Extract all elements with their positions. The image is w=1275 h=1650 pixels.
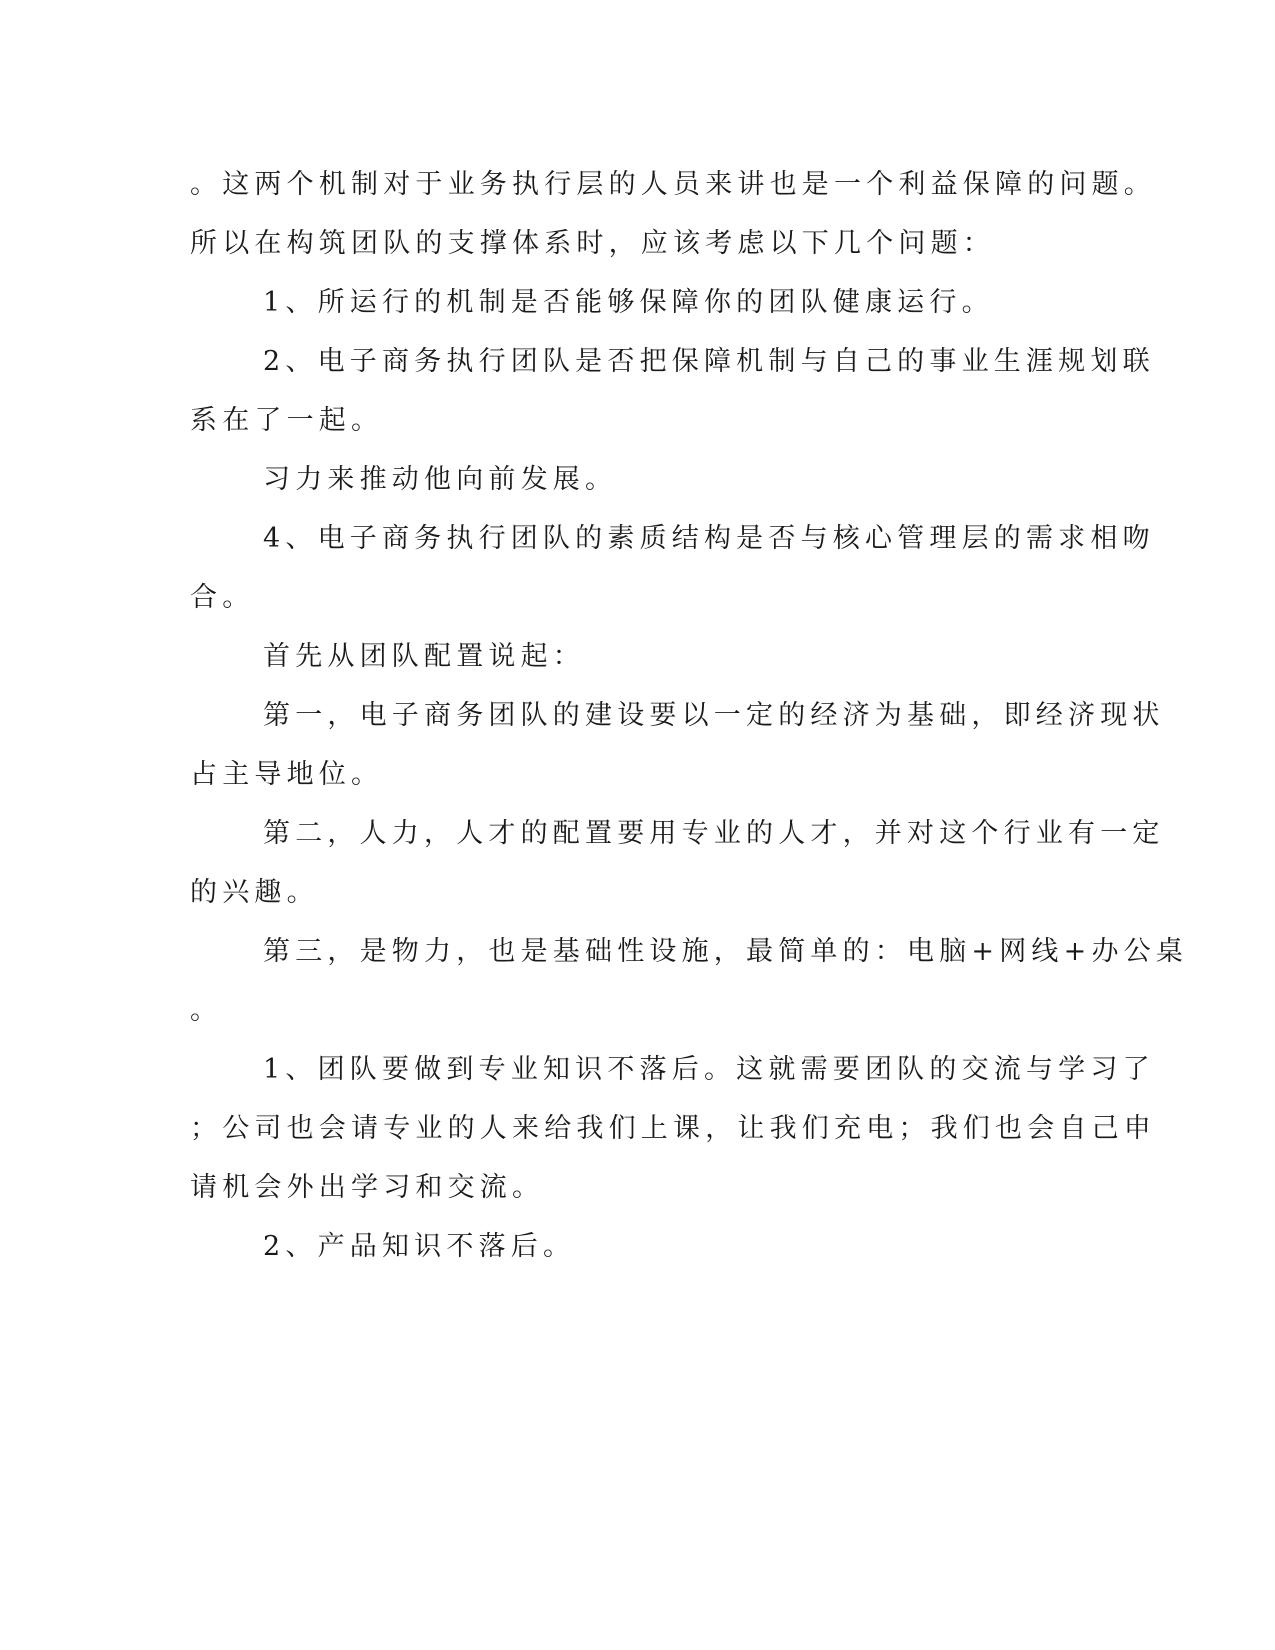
text-line: 合。	[190, 582, 255, 613]
list-item: 2、产品知识不落后。	[263, 1231, 576, 1262]
text-line: 系在了一起。	[190, 405, 384, 436]
text-line: 所以在构筑团队的支撑体系时，应该考虑以下几个问题：	[190, 228, 995, 259]
list-item: 1、团队要做到专业知识不落后。这就需要团队的交流与学习了	[263, 1054, 1155, 1085]
list-item: 2、电子商务执行团队是否把保障机制与自己的事业生涯规划联	[263, 346, 1155, 377]
paragraph: 习力来推动他向前发展。	[263, 464, 618, 495]
text-line: 的兴趣。	[190, 877, 319, 908]
list-item: 1、所运行的机制是否能够保障你的团队健康运行。	[263, 287, 994, 318]
paragraph: 第三，是物力，也是基础性设施，最简单的：电脑+网线+办公桌	[263, 936, 1189, 967]
paragraph: 首先从团队配置说起：	[263, 641, 585, 672]
paragraph: 第二，人力，人才的配置要用专业的人才，并对这个行业有一定	[263, 818, 1165, 849]
list-item: 4、电子商务执行团队的素质结构是否与核心管理层的需求相吻	[263, 523, 1155, 554]
text-line: 占主导地位。	[190, 759, 384, 790]
text-line: 。这两个机制对于业务执行层的人员来讲也是一个利益保障的问题。	[190, 169, 1156, 200]
paragraph: 第一，电子商务团队的建设要以一定的经济为基础，即经济现状	[263, 700, 1165, 731]
text-line: 请机会外出学习和交流。	[190, 1172, 545, 1203]
text-line: ；公司也会请专业的人来给我们上课，让我们充电；我们也会自己申	[190, 1113, 1156, 1144]
text-line: 。	[190, 995, 223, 1026]
